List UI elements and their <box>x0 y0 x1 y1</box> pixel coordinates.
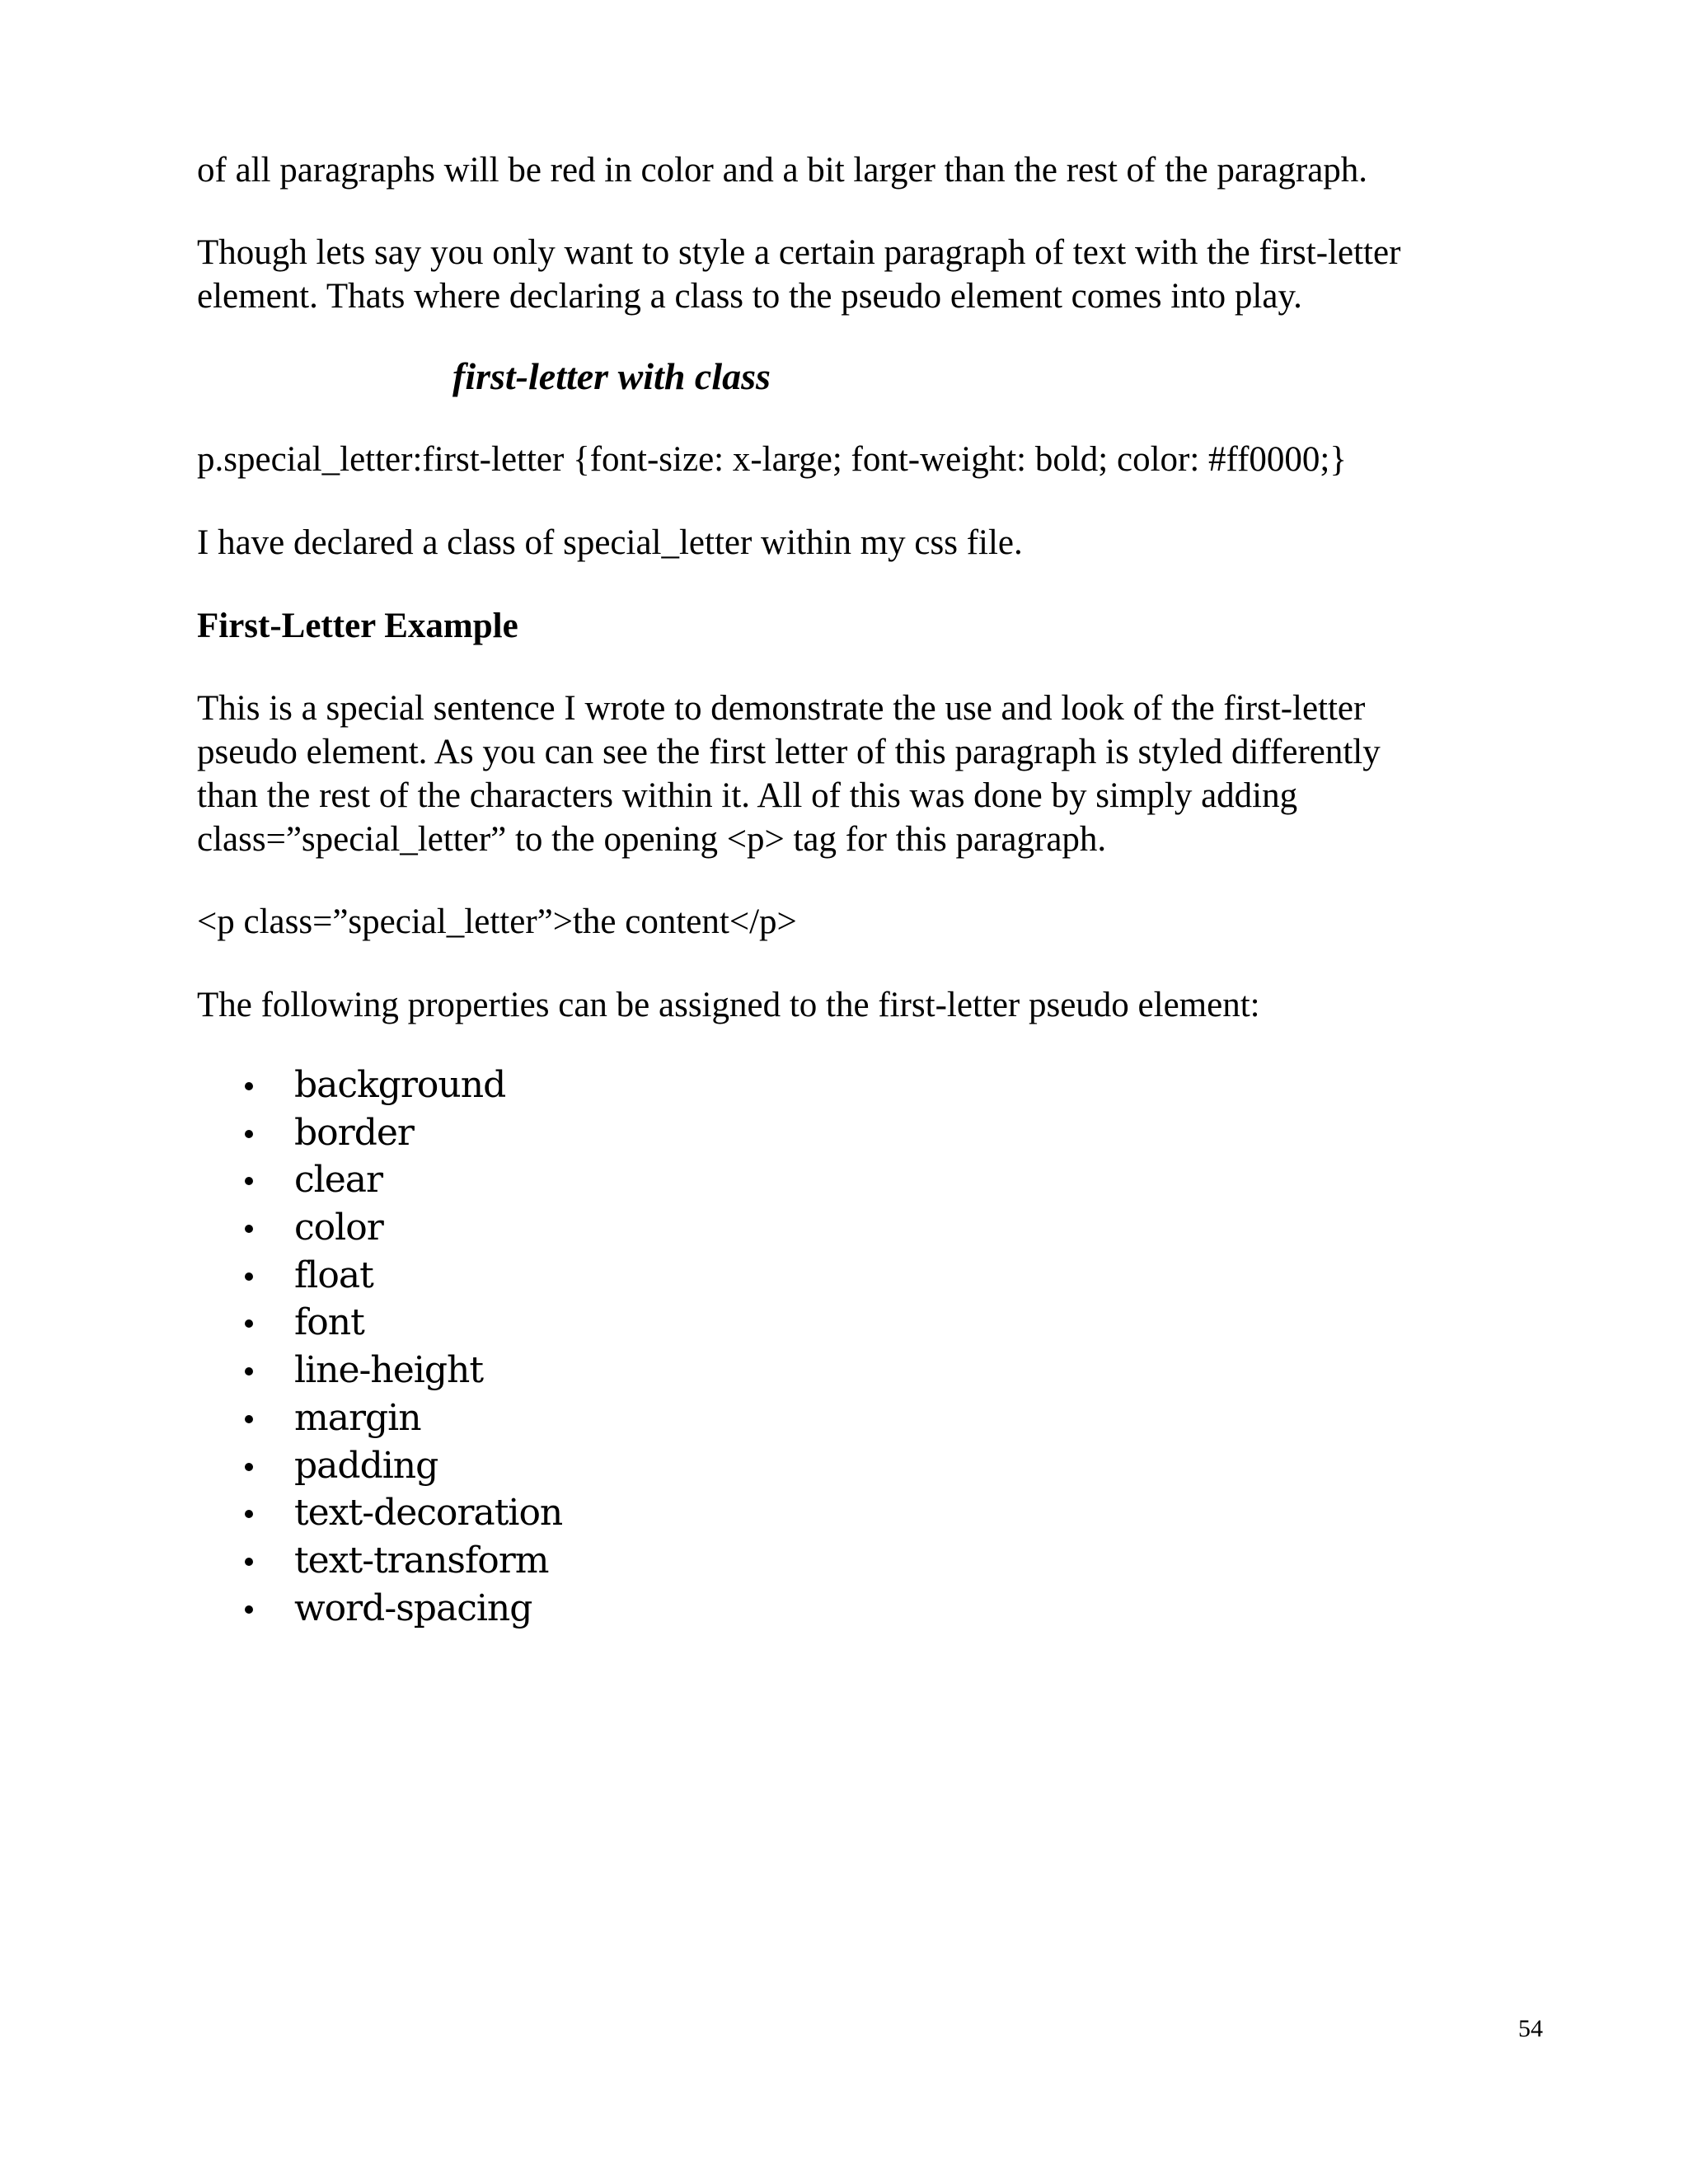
list-item-label: color <box>294 1207 383 1249</box>
css-rule-code: p.special_letter:first-letter {font-size: x-large; font-weight: bold; color: #ff0000;} <box>197 440 1347 479</box>
list-item-label: font <box>294 1301 364 1344</box>
bullet-icon <box>245 1272 253 1281</box>
bullet-icon <box>245 1463 253 1471</box>
list-item-label: word-spacing <box>294 1586 532 1629</box>
list-item-label: text-decoration <box>294 1492 563 1535</box>
example-line-3: than the rest of the characters within it. All of this was done by simply adding <box>197 776 1298 815</box>
bullet-icon <box>245 1225 253 1233</box>
example-heading: First-Letter Example <box>197 607 518 645</box>
list-item-label: margin <box>294 1396 421 1439</box>
example-line-2: pseudo element. As you can see the first letter of this paragraph is styled differently <box>197 733 1381 771</box>
bullet-icon <box>245 1510 253 1518</box>
html-snippet-code: <p class=”special_letter”>the content</p> <box>197 902 797 941</box>
paragraph-continuation: of all paragraphs will be red in color and a bit larger than the rest of the paragraph. <box>197 151 1368 190</box>
list-item-label: border <box>294 1111 414 1154</box>
example-line-4: class=”special_letter” to the opening <p> tag for this paragraph. <box>197 820 1107 859</box>
page-number: 54 <box>1518 2015 1543 2042</box>
intro-line-1: Though lets say you only want to style a certain paragraph of text with the first-letter <box>197 233 1401 272</box>
section-subtitle: first-letter with class <box>452 355 771 397</box>
bullet-icon <box>245 1415 253 1423</box>
example-line-1: This is a special sentence I wrote to demonstrate the use and look of the first-letter <box>197 689 1366 728</box>
bullet-icon <box>245 1082 253 1090</box>
bullet-icon <box>245 1177 253 1185</box>
bullet-icon <box>245 1130 253 1138</box>
list-item-label: background <box>294 1064 506 1106</box>
list-item-label: padding <box>294 1444 438 1487</box>
bullet-icon <box>245 1605 253 1614</box>
bullet-icon <box>245 1319 253 1328</box>
bullet-icon <box>245 1367 253 1376</box>
list-item-label: text-transform <box>294 1539 549 1582</box>
intro-line-2: element. Thats where declaring a class to the pseudo element comes into play. <box>197 277 1302 316</box>
list-item-label: clear <box>294 1159 383 1202</box>
list-item-label: line-height <box>294 1349 484 1392</box>
declared-class-text: I have declared a class of special_letter within my css file. <box>197 523 1023 562</box>
bullet-icon <box>245 1558 253 1566</box>
properties-intro: The following properties can be assigned to the first-letter pseudo element: <box>197 986 1260 1024</box>
list-item-label: float <box>294 1254 373 1296</box>
